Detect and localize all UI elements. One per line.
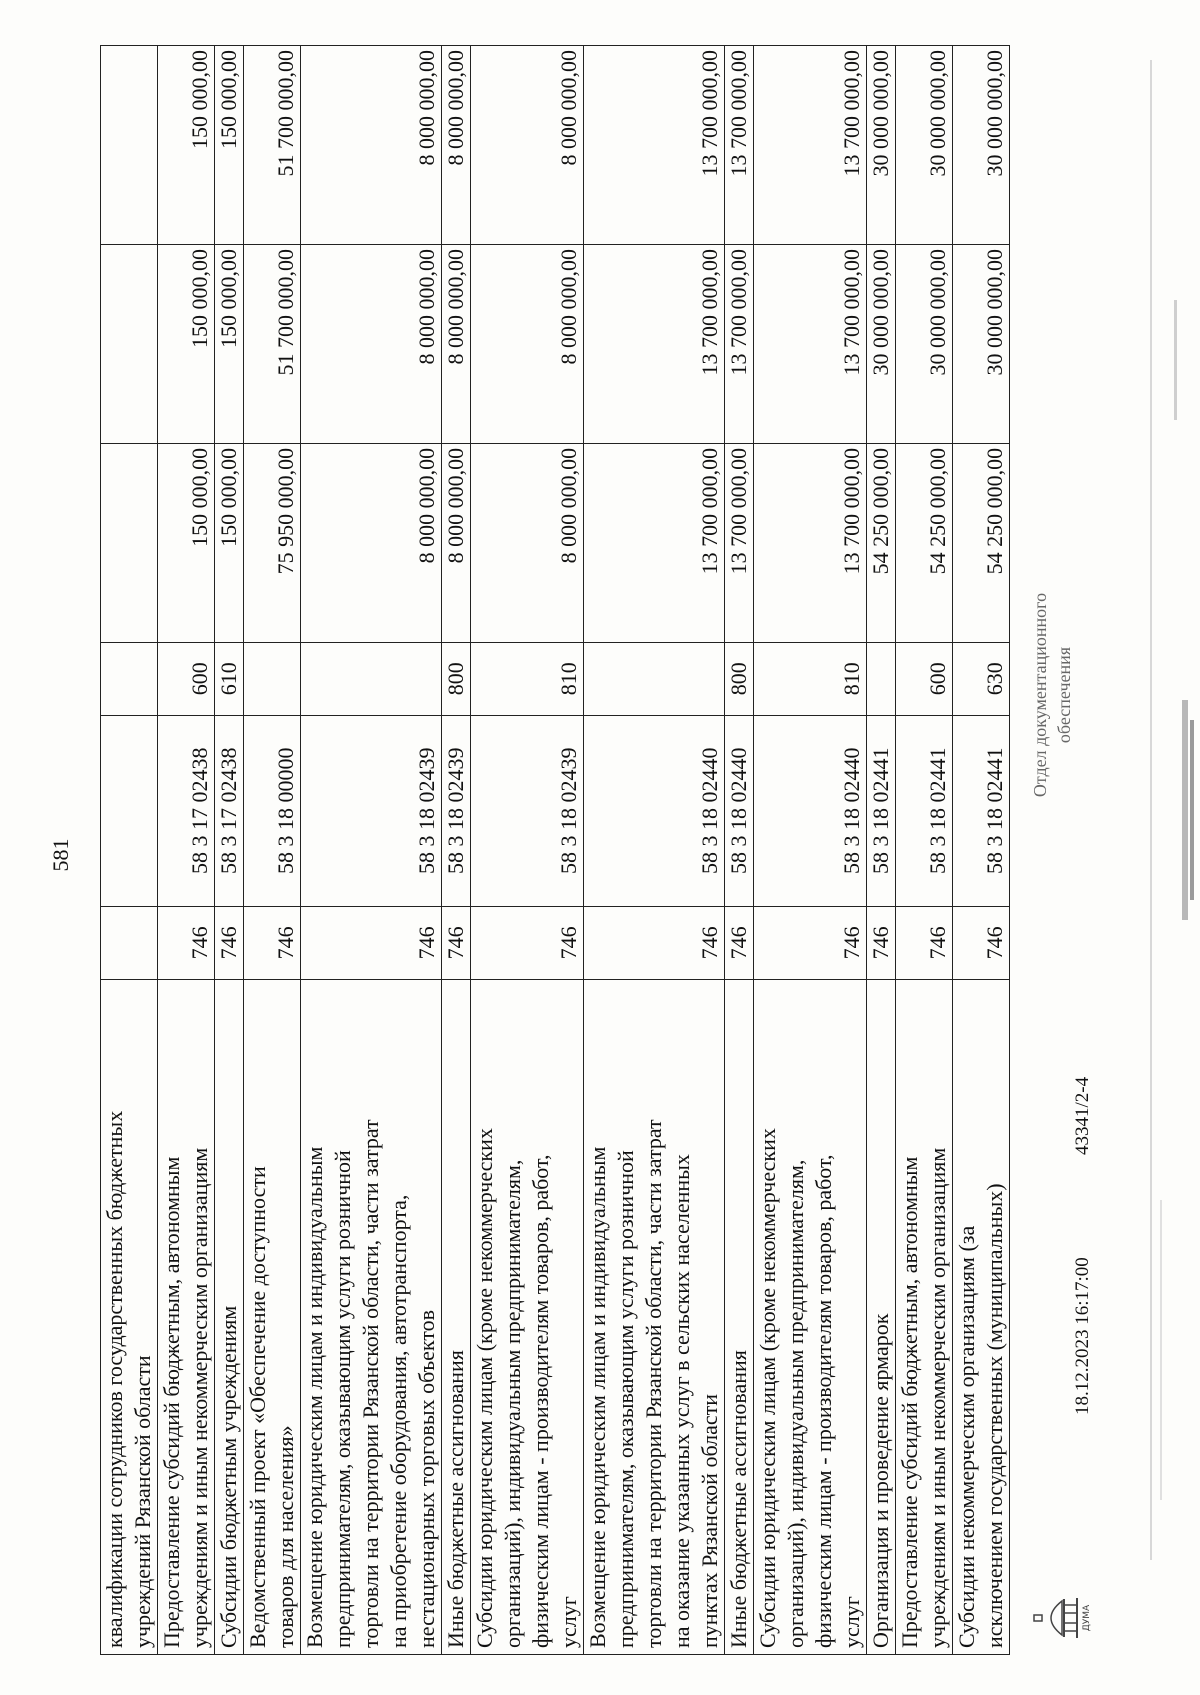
row-name-line: предпринимателям, оказывающим услуги розничной — [330, 1150, 355, 1648]
row-amount-3: 51 700 000,00 — [244, 46, 301, 245]
row-name-line: Субсидии бюджетным учреждениям — [216, 1305, 241, 1648]
row-name-line: торговли на территории Рязанской области, части затрат — [358, 1119, 383, 1648]
row-amount-1: 8 000 000,00 — [301, 443, 442, 642]
row-expense-type: 610 — [215, 642, 244, 715]
row-name-line: предпринимателям, оказывающим услуги розничной — [613, 1150, 638, 1648]
row-target-article: 58 3 18 02439 — [471, 715, 584, 906]
row-name — [471, 979, 584, 1654]
row-name-line: торговли на территории Рязанской области, части затрат — [641, 1119, 666, 1648]
footer-doc-number: 43341/2-4 — [1072, 1076, 1093, 1155]
row-amount-3: 8 000 000,00 — [301, 46, 442, 245]
department-stamp — [1028, 515, 1076, 875]
row-target-article: 58 3 18 02439 — [442, 715, 471, 906]
row-name-line: Ведомственный проект «Обеспечение доступности — [245, 1166, 270, 1648]
row-ministry-code: 746 — [244, 906, 301, 979]
row-amount-2: 51 700 000,00 — [244, 244, 301, 443]
row-name-line: учреждениям и иным некоммерческим организациям — [925, 1147, 950, 1648]
row-ministry-code: 746 — [725, 906, 754, 979]
row-amount-2: 30 000 000,00 — [953, 244, 1010, 443]
row-name-line: Иные бюджетные ассигнования — [443, 1350, 468, 1648]
table-row — [301, 46, 442, 1655]
row-amount-1: 54 250 000,00 — [953, 443, 1010, 642]
row-name-line: организаций), индивидуальным предпринимателям, — [500, 1159, 525, 1648]
row-target-article: 58 3 18 02440 — [754, 715, 867, 906]
row-amount-1: 8 000 000,00 — [471, 443, 584, 642]
row-ministry-code: 746 — [471, 906, 584, 979]
row-name — [867, 979, 896, 1654]
stamp-line: Отдел документационного — [1030, 592, 1050, 798]
logo-caption: ДУМА — [1082, 1604, 1092, 1632]
row-name-line: учреждений Рязанской области — [130, 1355, 155, 1648]
row-amount-3: 30 000 000,00 — [896, 46, 953, 245]
row-expense-type: 810 — [754, 642, 867, 715]
row-target-article: 58 3 18 02439 — [301, 715, 442, 906]
row-expense-type: 600 — [158, 642, 215, 715]
row-amount-2: 8 000 000,00 — [301, 244, 442, 443]
row-amount-2 — [101, 244, 158, 443]
row-target-article: 58 3 17 02438 — [215, 715, 244, 906]
row-amount-1: 8 000 000,00 — [442, 443, 471, 642]
page-footer — [1020, 55, 1130, 1655]
row-amount-1: 54 250 000,00 — [896, 443, 953, 642]
row-expense-type: 600 — [896, 642, 953, 715]
stamp-line: обеспечения — [1054, 646, 1074, 744]
row-name-line: учреждениям и иным некоммерческим организациям — [187, 1147, 212, 1648]
row-name — [301, 979, 442, 1654]
row-name — [896, 979, 953, 1654]
table-row — [725, 46, 754, 1655]
row-amount-2: 8 000 000,00 — [471, 244, 584, 443]
row-name-line: услуг — [839, 1596, 864, 1648]
table-row — [442, 46, 471, 1655]
row-name — [442, 979, 471, 1654]
table-row — [101, 46, 158, 1655]
row-name-line: физическим лицам - производителям товаров, работ, — [811, 1154, 836, 1648]
table-row — [754, 46, 867, 1655]
row-target-article — [101, 715, 158, 906]
row-amount-1: 13 700 000,00 — [725, 443, 754, 642]
row-name — [584, 979, 725, 1654]
row-name — [725, 979, 754, 1654]
table-row — [953, 46, 1010, 1655]
row-ministry-code: 746 — [442, 906, 471, 979]
row-name-line: Предоставление субсидий бюджетным, автономным — [159, 1156, 184, 1648]
row-amount-2: 13 700 000,00 — [754, 244, 867, 443]
row-target-article: 58 3 18 02441 — [896, 715, 953, 906]
row-name — [754, 979, 867, 1654]
row-ministry-code: 746 — [215, 906, 244, 979]
table-body — [101, 46, 1010, 1655]
row-name-line: организаций), индивидуальным предпринимателям, — [783, 1159, 808, 1648]
row-amount-1: 54 250 000,00 — [867, 443, 896, 642]
row-amount-2: 30 000 000,00 — [867, 244, 896, 443]
row-name-line: нестационарных торговых объектов — [414, 1309, 439, 1648]
row-target-article: 58 3 18 02440 — [725, 715, 754, 906]
row-expense-type: 810 — [471, 642, 584, 715]
row-ministry-code: 746 — [301, 906, 442, 979]
row-amount-2: 150 000,00 — [215, 244, 244, 443]
row-amount-3: 150 000,00 — [158, 46, 215, 245]
table-row — [215, 46, 244, 1655]
row-amount-2: 13 700 000,00 — [584, 244, 725, 443]
row-amount-3: 30 000 000,00 — [953, 46, 1010, 245]
row-amount-3: 150 000,00 — [215, 46, 244, 245]
row-ministry-code: 746 — [896, 906, 953, 979]
row-name — [101, 979, 158, 1654]
table-row — [584, 46, 725, 1655]
table-row — [158, 46, 215, 1655]
row-name-line: Иные бюджетные ассигнования — [726, 1350, 751, 1648]
row-ministry-code: 746 — [754, 906, 867, 979]
row-amount-1: 75 950 000,00 — [244, 443, 301, 642]
scan-edge-artifact — [1130, 0, 1200, 1695]
row-amount-1: 13 700 000,00 — [584, 443, 725, 642]
row-expense-type: 630 — [953, 642, 1010, 715]
row-expense-type: 800 — [442, 642, 471, 715]
row-amount-3: 8 000 000,00 — [471, 46, 584, 245]
row-ministry-code: 746 — [584, 906, 725, 979]
row-amount-3: 8 000 000,00 — [442, 46, 471, 245]
row-expense-type — [584, 642, 725, 715]
row-expense-type: 800 — [725, 642, 754, 715]
table-row — [244, 46, 301, 1655]
row-name-line: Субсидии некоммерческим организациям (за — [954, 1225, 979, 1648]
row-expense-type — [867, 642, 896, 715]
row-name-line: Предоставление субсидий бюджетным, автономным — [897, 1156, 922, 1648]
row-name — [244, 979, 301, 1654]
row-name-line: Возмещение юридическим лицам и индивидуальным — [585, 1146, 610, 1648]
budget-table — [100, 45, 1010, 1655]
row-name-line: на оказание указанных услуг в сельских населенных — [669, 1154, 694, 1648]
row-name-line: пунктах Рязанской области — [697, 1394, 722, 1648]
row-name-line: Субсидии юридическим лицам (кроме некоммерческих — [472, 1128, 497, 1648]
row-name-line: Организация и проведение ярмарок — [868, 1313, 893, 1648]
table-row — [471, 46, 584, 1655]
row-amount-3: 13 700 000,00 — [725, 46, 754, 245]
page-number: 581 — [48, 838, 73, 872]
row-target-article: 58 3 18 02441 — [953, 715, 1010, 906]
row-amount-2: 30 000 000,00 — [896, 244, 953, 443]
row-expense-type — [301, 642, 442, 715]
row-ministry-code: 746 — [158, 906, 215, 979]
row-name-line: физическим лицам - производителям товаров, работ, — [528, 1154, 553, 1648]
row-amount-1 — [101, 443, 158, 642]
row-name-line: квалификации сотрудников государственных бюджетных — [102, 1110, 127, 1648]
row-expense-type — [101, 642, 158, 715]
row-name-line: исключением государственных (муниципальных) — [982, 1183, 1007, 1648]
row-name-line: Субсидии юридическим лицам (кроме некоммерческих — [755, 1128, 780, 1648]
row-amount-3: 13 700 000,00 — [584, 46, 725, 245]
row-amount-2: 8 000 000,00 — [442, 244, 471, 443]
row-ministry-code: 746 — [953, 906, 1010, 979]
row-amount-1: 13 700 000,00 — [754, 443, 867, 642]
row-amount-1: 150 000,00 — [215, 443, 244, 642]
row-amount-1: 150 000,00 — [158, 443, 215, 642]
footer-date: 18.12.2023 16:17:00 — [1072, 1257, 1093, 1415]
row-amount-2: 150 000,00 — [158, 244, 215, 443]
row-amount-2: 13 700 000,00 — [725, 244, 754, 443]
row-ministry-code: 746 — [867, 906, 896, 979]
row-target-article: 58 3 18 02441 — [867, 715, 896, 906]
row-name-line: Возмещение юридическим лицам и индивидуальным — [302, 1146, 327, 1648]
table-row — [867, 46, 896, 1655]
duma-logo-icon — [1032, 1595, 1092, 1641]
row-target-article: 58 3 18 00000 — [244, 715, 301, 906]
row-amount-3 — [101, 46, 158, 245]
row-name-line: услуг — [556, 1596, 581, 1648]
row-ministry-code — [101, 906, 158, 979]
row-amount-3: 30 000 000,00 — [867, 46, 896, 245]
row-name — [215, 979, 244, 1654]
rotated-page — [40, 45, 1150, 1665]
row-target-article: 58 3 17 02438 — [158, 715, 215, 906]
row-name — [953, 979, 1010, 1654]
row-name-line: на приобретение оборудования, автотранспорта, — [386, 1194, 411, 1648]
row-expense-type — [244, 642, 301, 715]
row-amount-3: 13 700 000,00 — [754, 46, 867, 245]
row-target-article: 58 3 18 02440 — [584, 715, 725, 906]
row-name-line: товаров для населения» — [273, 1425, 298, 1648]
row-name — [158, 979, 215, 1654]
table-row — [896, 46, 953, 1655]
